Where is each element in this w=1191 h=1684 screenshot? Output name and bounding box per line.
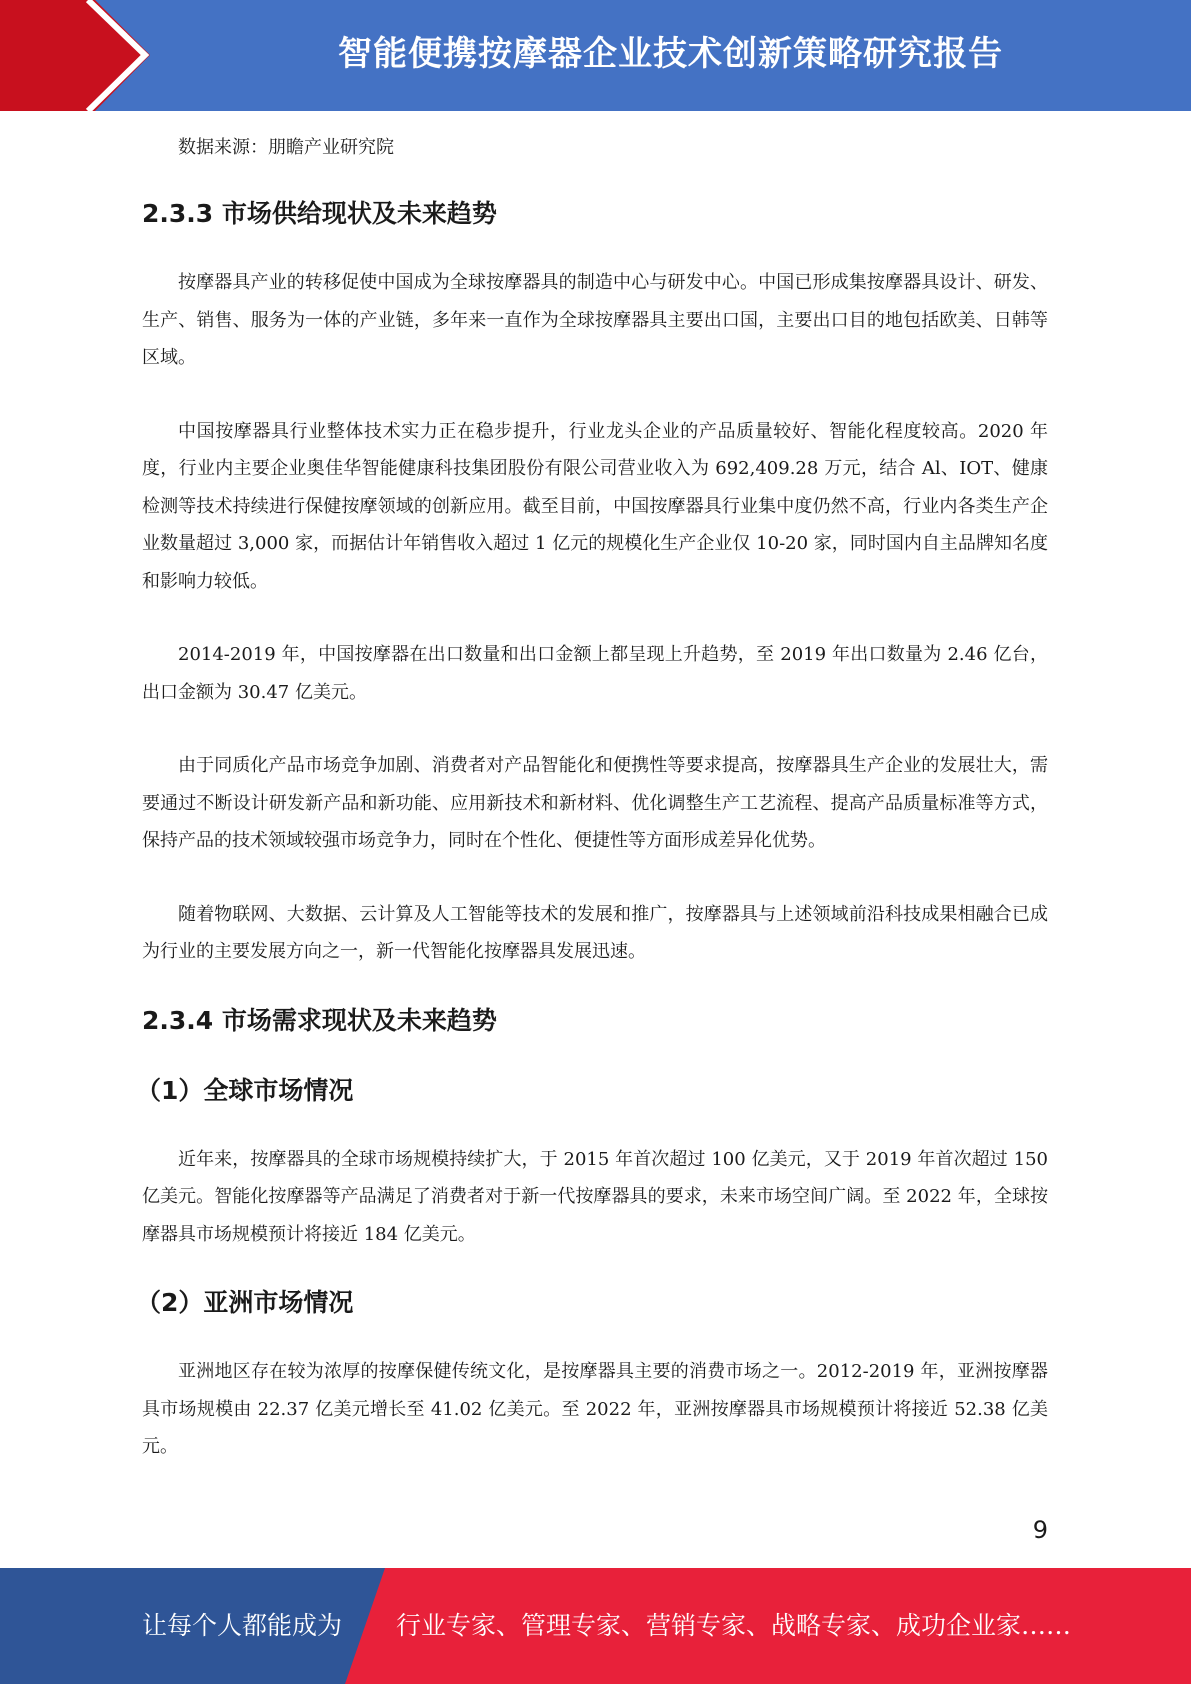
document-body [136,130,1048,1502]
paragraph: 随着物联网、大数据、云计算及人工智能等技术的发展和推广，按摩器具与上述领域前沿科技成果相融合已成为行业的主要发展方向之一，新一代智能化按摩器具发展迅速。 [142,903,1048,962]
paragraph: 亚洲地区存在较为浓厚的按摩保健传统文化，是按摩器具主要的消费市场之一。2012-2019 年，亚洲按摩器具市场规模由 22.37 亿美元增长至 41.02 亿美元。至 2022 年，亚洲按摩器具市场规模预计将接近 52.38 亿美元。 [142,1361,1048,1457]
data-source-note: 数据来源：朋瞻产业研究院 [178,137,394,158]
footer-slogan-left: 让每个人都能成为 [142,1611,343,1640]
paragraph: 2014-2019 年，中国按摩器在出口数量和出口金额上都呈现上升趋势，至 2019 年出口数量为 2.46 亿台，出口金额为 30.47 亿美元。 [142,644,1048,703]
page-footer [0,1568,1191,1684]
report-title: 智能便携按摩器企业技术创新策略研究报告 [338,34,1003,74]
paragraph: 中国按摩器具行业整体技术实力正在稳步提升，行业龙头企业的产品质量较好、智能化程度较高。2020 年度，行业内主要企业奥佳华智能健康科技集团股份有限公司营业收入为 692,409.28 万元，结合 Al、IOT、健康检测等技术持续进行保健按摩领域的创新应用。截至目前，中国按摩器具行业集中度仍然不高，行业内各类生产企业数量超过 3,000 家，而据估计年销售收入超过 1 亿元的规模化生产企业仅 10-20 家，同时国内自主品牌知名度和影响力较低。 [142,420,1048,592]
paragraph: 按摩器具产业的转移促使中国成为全球按摩器具的制造中心与研发中心。中国已形成集按摩器具设计、研发、生产、销售、服务为一体的产业链，多年来一直作为全球按摩器具主要出口国，主要出口目的地包括欧美、日韩等区域。 [142,272,1048,368]
subheading-global-market: （1）全球市场情况 [136,1075,354,1105]
paragraph: 由于同质化产品市场竞争加剧、消费者对产品智能化和便携性等要求提高，按摩器具生产企业的发展壮大，需要通过不断设计研发新产品和新功能、应用新技术和新材料、优化调整生产工艺流程、提高产品质量标准等方式，保持产品的技术领域较强市场竞争力，同时在个性化、便捷性等方面形成差异化优势。 [142,755,1048,851]
footer-slogan-right: 行业专家、管理专家、营销专家、战略专家、成功企业家…… [396,1611,1072,1640]
section-heading-2-3-4: 2.3.4 市场需求现状及未来趋势 [142,1005,497,1035]
header-red-block [0,0,150,111]
page-number: 9 [1032,1516,1048,1544]
subheading-asia-market: （2）亚洲市场情况 [136,1288,354,1317]
page-header [0,0,1191,111]
paragraph: 近年来，按摩器具的全球市场规模持续扩大，于 2015 年首次超过 100 亿美元，又于 2019 年首次超过 150 亿美元。智能化按摩器等产品满足了消费者对于新一代按摩器具的要求，未来市场空间广阔。至 2022 年，全球按摩器具市场规模预计将接近 184 亿美元。 [142,1148,1048,1245]
section-heading-2-3-3: 2.3.3 市场供给现状及未来趋势 [142,199,497,228]
